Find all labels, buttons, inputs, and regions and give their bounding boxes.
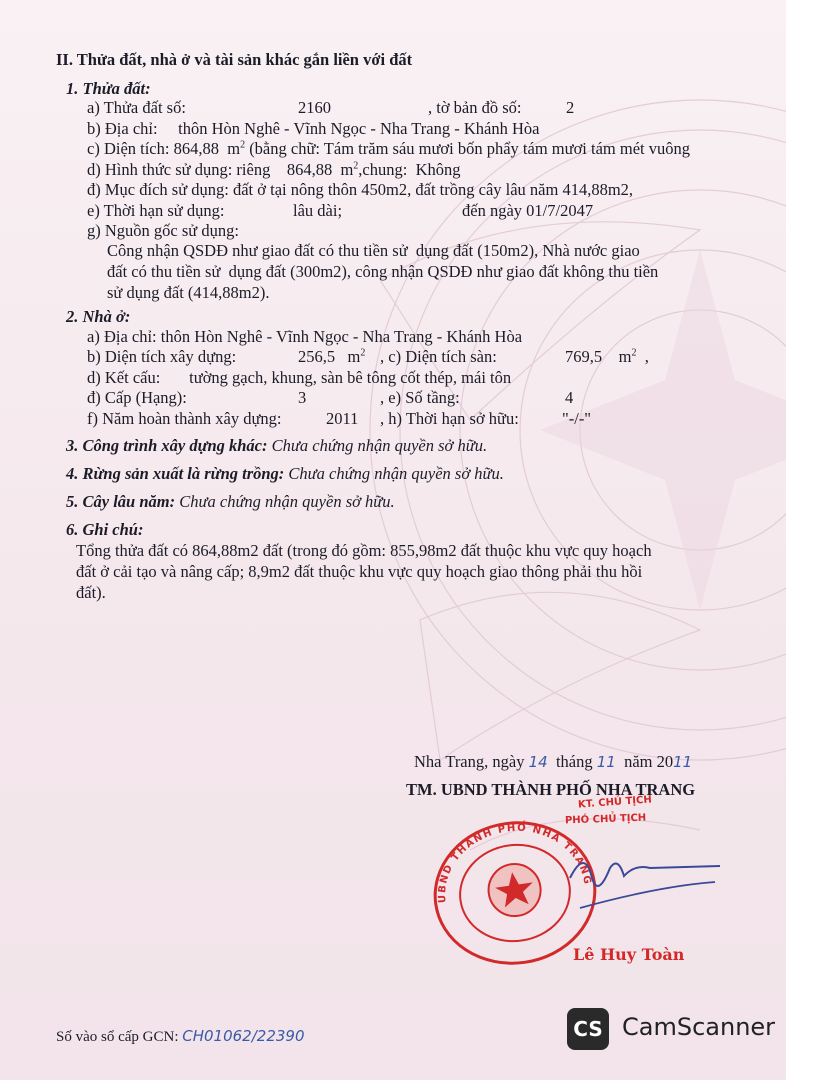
section1-title: 1. Thửa đất: [66, 79, 151, 98]
usage-purpose: đ) Mục đích sử dụng: đất ở tại nông thôn 450m2, đất trồng cây lâu năm 414,88m2, [87, 180, 634, 199]
building-area-value: 256,5 $m^2$ [298, 347, 366, 366]
camscanner-logo: CS [567, 1008, 609, 1050]
section4: 4. Rừng sản xuất là rừng trồng: Chưa chứng nhận quyền sở hữu. [66, 464, 504, 483]
parcel-number-value: 2160 [298, 98, 331, 117]
signer-name: Lê Huy Toàn [573, 945, 685, 964]
parcel-address: b) Địa chỉ: thôn Hòn Nghê - Vĩnh Ngọc - Nha Trang - Khánh Hòa [87, 119, 540, 138]
house-address: a) Địa chỉ: thôn Hòn Nghê - Vĩnh Ngọc - Nha Trang - Khánh Hòa [87, 327, 523, 346]
ownership-term-label: , h) Thời hạn sở hữu: [380, 409, 519, 428]
gcn-number: Số vào sổ cấp GCN: CH01062/22390 [56, 1027, 305, 1045]
section3: 3. Công trình xây dựng khác: Chưa chứng nhận quyền sở hữu. [66, 436, 488, 455]
floor-area-label: , c) Diện tích sàn: [380, 347, 497, 366]
floors-value: 4 [565, 388, 574, 407]
section-header: II. Thửa đất, nhà ở và tài sản khác gắn liền với đất [56, 50, 413, 69]
role-vice-chairman-acting: KT. CHỦ TỊCH [577, 794, 653, 811]
floors-label: , e) Số tầng: [380, 388, 460, 407]
usage-term-end: đến ngày 01/7/2047 [462, 201, 594, 220]
origin-line-3: sử dụng đất (414,88m2). [107, 283, 270, 302]
house-grade-label: đ) Cấp (Hạng): [87, 388, 187, 407]
completion-year-label: f) Năm hoàn thành xây dựng: [87, 409, 282, 428]
section6-title: 6. Ghi chú: [66, 520, 144, 539]
handwritten-signature [540, 838, 730, 918]
origin-line-2: đất có thu tiền sử dụng đất (300m2), công nhận QSDĐ như giao đất không thu tiền [107, 262, 659, 281]
origin-label: g) Nguồn gốc sử dụng: [87, 221, 239, 240]
parcel-number-label: a) Thửa đất số: [87, 98, 186, 117]
house-grade-value: 3 [298, 388, 307, 407]
parcel-area: c) Diện tích: 864,88 $m^2$ (bằng chữ: Tám trăm sáu mươi bốn phẩy tám mươi tám mét vuông [87, 139, 690, 158]
ownership-term-value: "-/-" [562, 409, 592, 428]
house-structure: d) Kết cấu: tường gạch, khung, sàn bê tông cốt thép, mái tôn [87, 368, 512, 387]
usage-form: d) Hình thức sử dụng: riêng 864,88 $m^2,chung$: Không [87, 160, 461, 179]
place-date: Nha Trang, ngày 14 tháng 11 năm 2011 [414, 752, 693, 771]
building-area-label: b) Diện tích xây dựng: [87, 347, 237, 366]
scan-edge [786, 0, 814, 1080]
map-sheet-label: , tờ bản đồ số: [428, 98, 522, 117]
note-line-3: đất). [76, 583, 106, 602]
seal-text: UBND THÀNH PHỐ NHA TRANG [436, 822, 593, 904]
usage-term-label: e) Thời hạn sử dụng: [87, 201, 225, 220]
section2-title: 2. Nhà ở: [66, 307, 131, 326]
role-vice-chairman: PHÓ CHỦ TỊCH [564, 812, 647, 827]
map-sheet-value: 2 [566, 98, 575, 117]
note-line-2: đất ở cải tạo và nâng cấp; 8,9m2 đất thuộc khu vực quy hoạch giao thông phải thu hồi [76, 562, 643, 581]
floor-area-value: 769,5 $m^2$ , [565, 347, 649, 366]
section5: 5. Cây lâu năm: Chưa chứng nhận quyền sở hữu. [66, 492, 395, 511]
completion-year-value: 2011 [326, 409, 359, 428]
authority-title: TM. UBND THÀNH PHỐ NHA TRANG [406, 780, 696, 799]
usage-term-value: lâu dài; [293, 201, 343, 220]
origin-line-1: Công nhận QSDĐ như giao đất có thu tiền sử dụng đất (150m2), Nhà nước giao [107, 241, 640, 260]
note-line-1: Tổng thửa đất có 864,88m2 đất (trong đó gồm: 855,98m2 đất thuộc khu vực quy hoạch [76, 541, 652, 560]
camscanner-text: CamScanner [622, 1013, 776, 1041]
